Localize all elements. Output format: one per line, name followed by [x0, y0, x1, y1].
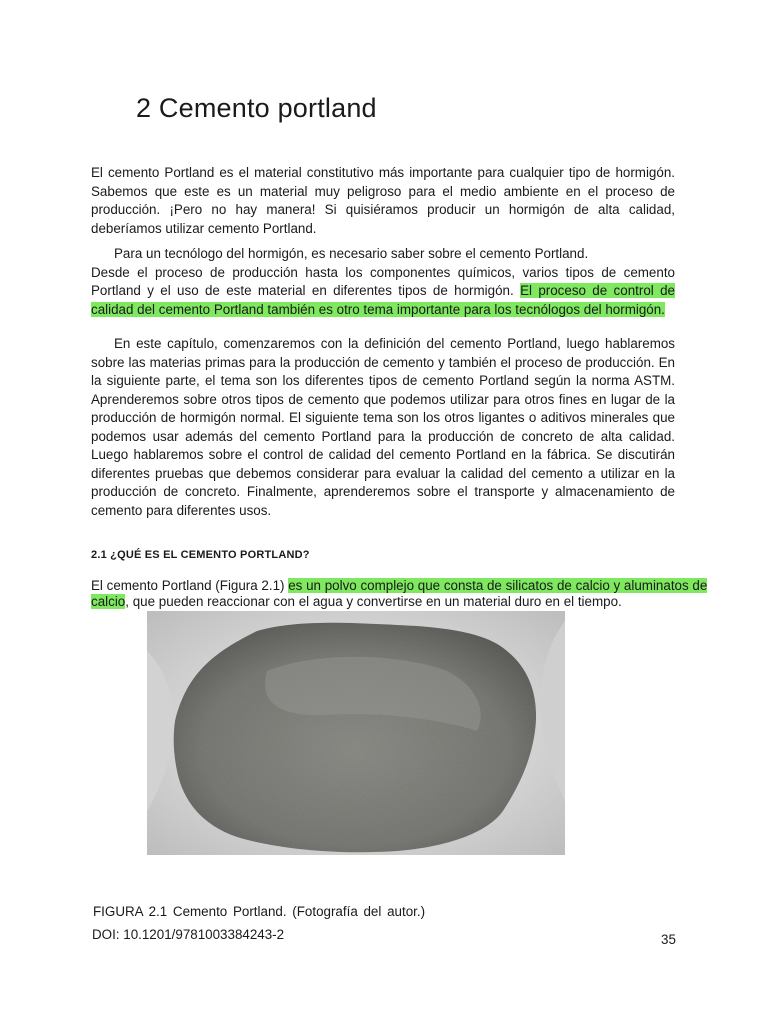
cement-photo [147, 611, 565, 855]
intro-paragraph-2-body: Desde el proceso de producción hasta los componentes químicos, varios tipos de cemento Portland y el uso de este material en diferentes tipos de hormigón. [91, 264, 675, 298]
highlighted-definition: es un polvo complejo que consta de silicatos de calcio y aluminatos de calcio [91, 578, 708, 609]
chapter-title: 2 Cemento portland [136, 93, 377, 123]
section-paragraph [91, 578, 711, 610]
intro-paragraph-3-text: En este capítulo, comenzaremos con la definición del cemento Portland, luego hablaremos sobre las materias primas para la producción de cemento y también el proceso de producción. En la siguiente parte, el tema son los diferentes tipos de cemento Portland según la norma ASTM. Aprenderemos sobre otros tipos de cemento que podemos utilizar para otros fines en lugar de la producción de hormigón normal. El siguiente tema son los otros ligantes o aditivos minerales que podemos usar además del cemento Portland para la producción de concreto de alta calidad. Luego hablaremos sobre el control de calidad del cemento Portland en la fábrica. Se discutirán diferentes pruebas que debemos considerar para evaluar la calidad del cemento a utilizar en la producción de concreto. Finalmente, aprenderemos sobre el transporte y almacenamiento de cemento para diferentes usos. [91, 336, 675, 518]
intro-paragraph-2-first-line: Para un tecnólogo del hormigón, es necesario saber sobre el cemento Portland. [114, 246, 589, 261]
section-paragraph-end: , que pueden reaccionar con el agua y convertirse en un material duro en el tiempo. [125, 594, 622, 609]
page-number: 35 [661, 932, 676, 947]
intro-paragraph-2 [91, 245, 675, 319]
doi-reference: DOI: 10.1201/9781003384243-2 [92, 927, 285, 942]
intro-paragraph-1: El cemento Portland es el material constitutivo más importante para cualquier tipo de hormigón. Sabemos que este es un material muy peligroso para el medio ambiente en el proceso de producción. ¡Pero no hay manera! Si quisiéramos producir un hormigón de alta calidad, deberíamos utilizar cemento Portland. [91, 165, 675, 236]
figure-caption: FIGURA 2.1 Cemento Portland. (Fotografía del autor.) [93, 904, 426, 919]
highlighted-text: El proceso de control de calidad del cemento Portland también es otro tema importante para los tecnólogos del hormigón. [91, 283, 675, 317]
intro-paragraph-3 [91, 335, 675, 520]
section-paragraph-start: El cemento Portland (Figura 2.1) [91, 578, 289, 593]
section-heading: 2.1 ¿QUÉ ES EL CEMENTO PORTLAND? [91, 549, 310, 561]
